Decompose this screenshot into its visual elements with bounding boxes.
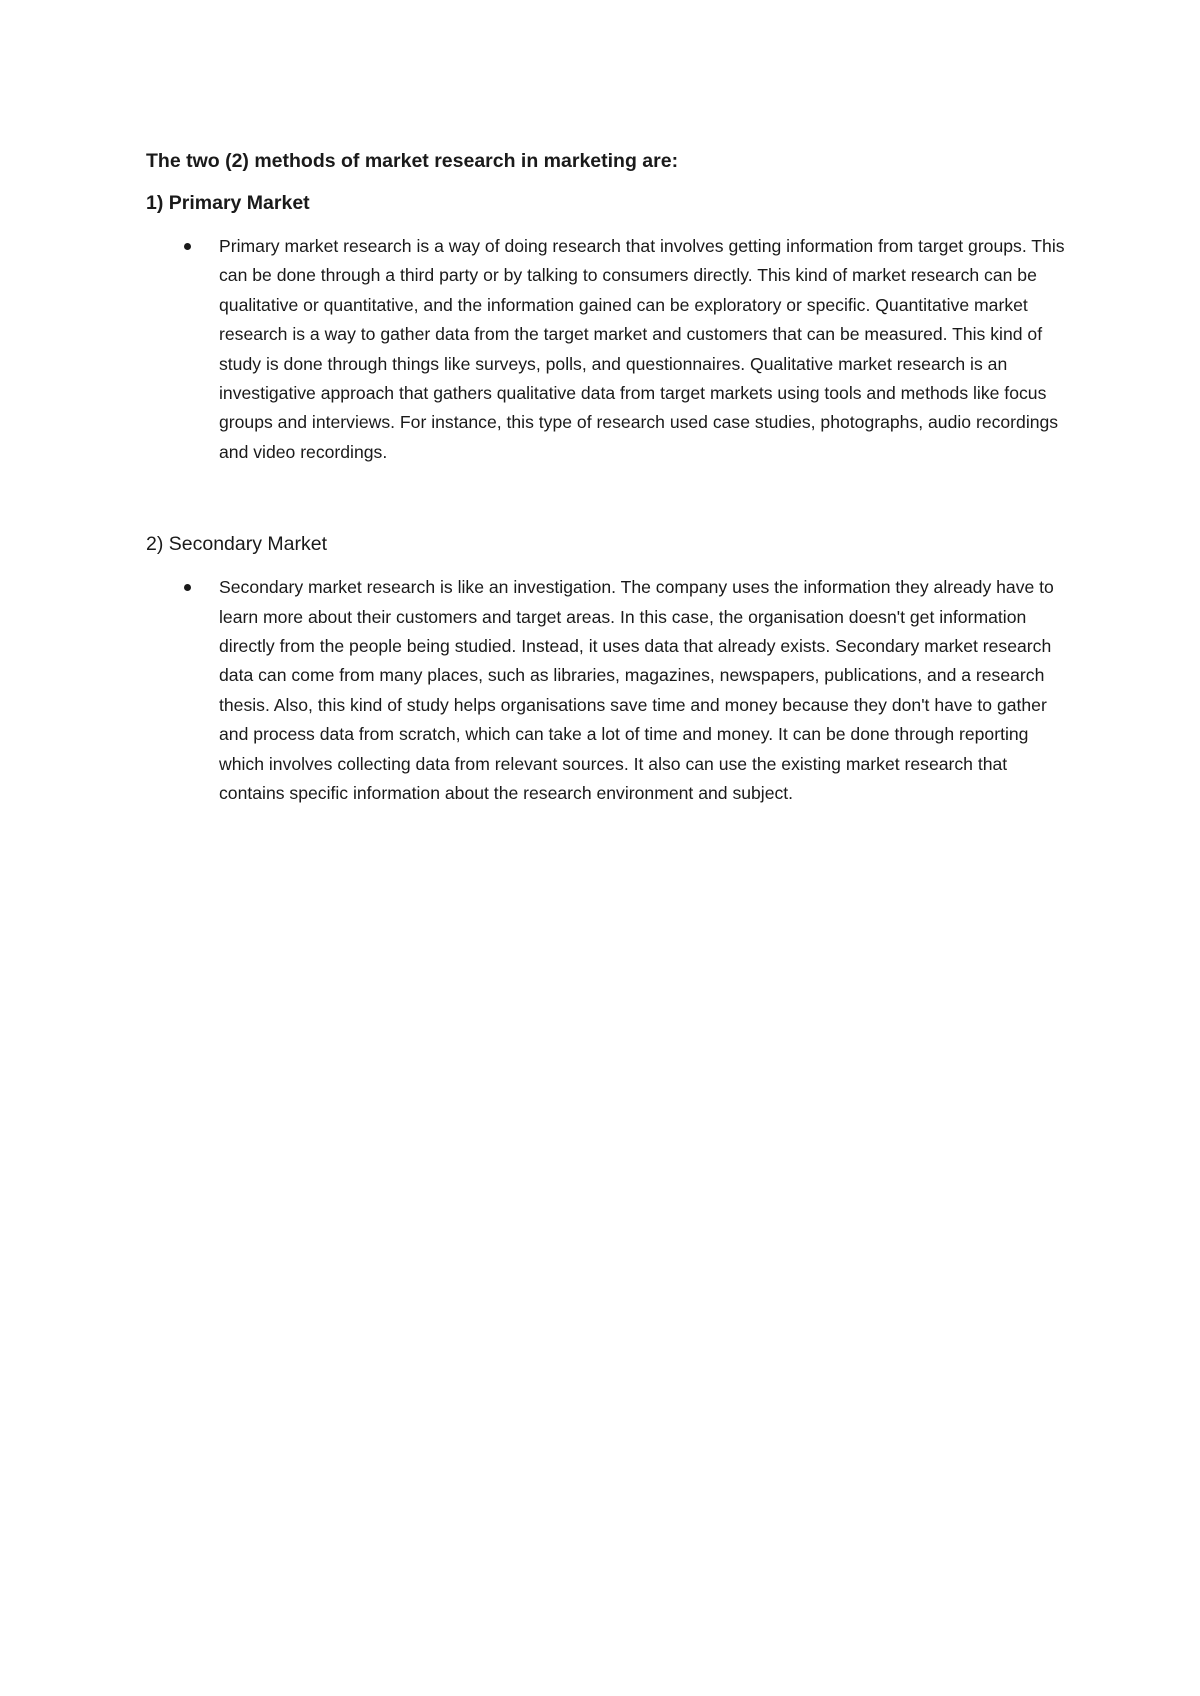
section-primary-market [146, 188, 1066, 467]
bullet-list-secondary [146, 573, 1066, 808]
document-body [146, 146, 1066, 809]
list-item [146, 232, 1066, 467]
bullet-text-secondary: Secondary market research is like an investigation. The company uses the information they already have to learn more about their customers and target areas. In this case, the organisation doesn't get information directly from the people being studied. Instead, it uses data that already exists. Secondary market research data can come from many places, such as libraries, magazines, newspapers, publications, and a research thesis. Also, this kind of study helps organisations save time and money because they don't have to gather and process data from scratch, which can take a lot of time and money. It can be done through reporting which involves collecting data from relevant sources. It also can use the existing market research that contains specific information about the research environment and subject. [219, 577, 1054, 804]
bullet-text-primary: Primary market research is a way of doing research that involves getting information from target groups. This can be done through a third party or by talking to consumers directly. This kind of market research can be qualitative or quantitative, and the information gained can be exploratory or specific. Quantitative market research is a way to gather data from the target market and customers that can be measured. This kind of study is done through things like surveys, polls, and questionnaires. Qualitative market research is an investigative approach that gathers qualitative data from target markets using tools and methods like focus groups and interviews. For instance, this type of research used case studies, photographs, audio recordings and video recordings. [219, 236, 1065, 462]
list-item [146, 573, 1066, 808]
section-secondary-market [146, 529, 1066, 808]
section-heading-secondary: 2) Secondary Market [146, 533, 327, 556]
bullet-icon [184, 243, 191, 250]
section-heading-primary: 1) Primary Market [146, 192, 310, 214]
document-title: The two (2) methods of market research in marketing are: [146, 150, 679, 172]
bullet-list-primary [146, 232, 1066, 467]
bullet-icon [184, 584, 191, 591]
